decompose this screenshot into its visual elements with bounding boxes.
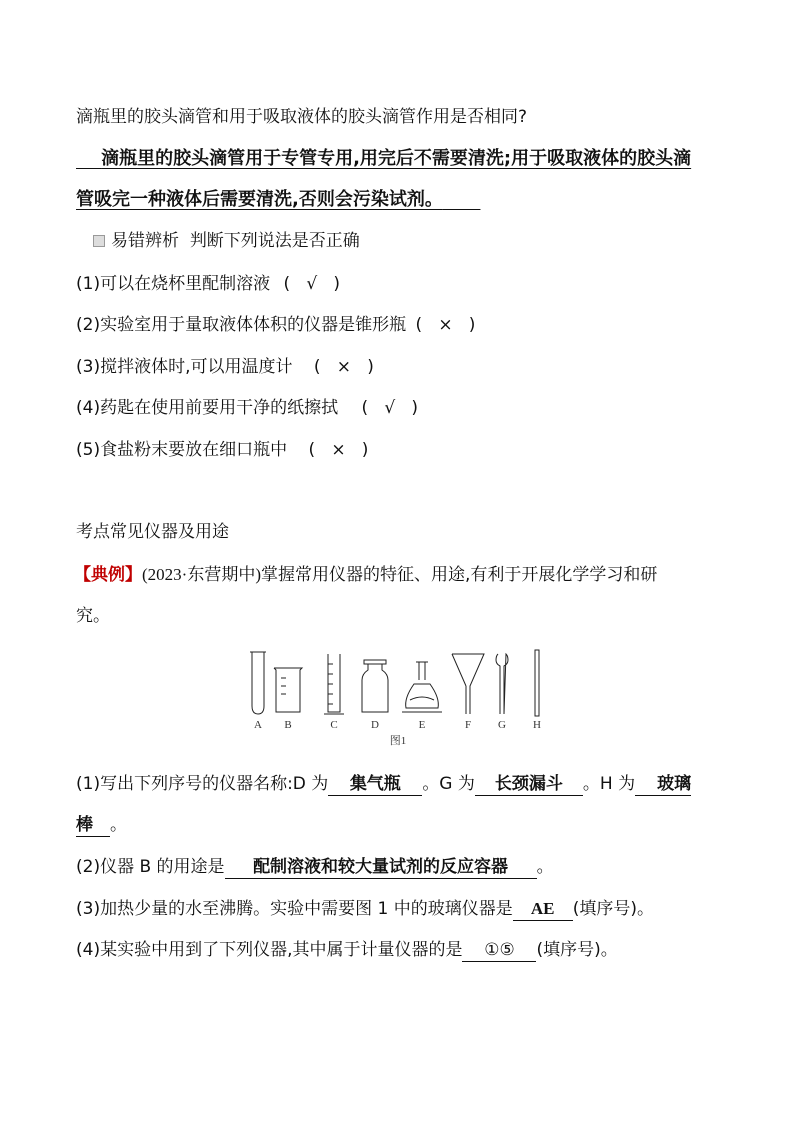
judge-mark: √	[306, 274, 318, 294]
judge-mark: ×	[438, 315, 453, 335]
beaker-icon	[274, 668, 302, 712]
figure-label-a: A	[254, 719, 262, 731]
q1-h-answer-1: 玻璃	[635, 773, 691, 796]
q2-line	[76, 855, 554, 879]
q4-prefix: (4)某实验中用到了下列仪器,其中属于计量仪器的是	[76, 940, 463, 960]
topic-title: 考点常见仪器及用途	[76, 522, 229, 542]
q3-answer: AE	[513, 898, 573, 921]
judge-item-3: (3)搅拌液体时,可以用温度计 ( × )	[76, 357, 374, 377]
example-source: (2023·东营期中)	[142, 565, 261, 584]
judge-item-5: (5)食盐粉末要放在细口瓶中 ( × )	[76, 440, 369, 460]
example-stem-1: 掌握常用仪器的特征、用途,有利于开展化学学习和研	[260, 565, 658, 585]
q2-end: 。	[536, 857, 554, 877]
judge-mark: ×	[336, 357, 351, 377]
q4-end: (填序号)。	[536, 940, 618, 960]
judge-item-text: (3)搅拌液体时,可以用温度计	[76, 357, 293, 377]
error-section-header	[93, 229, 360, 253]
graduated-cylinder-icon	[324, 654, 344, 714]
judge-item-text: (5)食盐粉末要放在细口瓶中	[76, 440, 288, 460]
test-tube-icon	[250, 652, 266, 714]
example-tag: 【典例】	[74, 565, 142, 585]
funnel-icon	[452, 654, 484, 714]
q1-g-answer: 长颈漏斗	[475, 773, 583, 796]
q1-mid-1: 。G 为	[422, 774, 475, 794]
q1-end: 。	[110, 815, 127, 835]
gas-jar-icon	[362, 660, 388, 712]
example-line-2: 究。	[76, 606, 110, 626]
figure-label-f: F	[464, 719, 472, 731]
error-section-instruction: 判断下列说法是否正确	[189, 231, 360, 251]
figure-label-b: B	[284, 719, 292, 731]
alcohol-lamp-icon	[402, 662, 442, 712]
q1-line-2	[76, 813, 127, 837]
judge-mark: √	[384, 398, 396, 418]
long-neck-funnel-icon	[496, 654, 508, 714]
judge-item-2: (2)实验室用于量取液体体积的仪器是锥形瓶 ( × )	[76, 315, 476, 335]
error-section-icon	[93, 235, 105, 247]
answer-text-2: 管吸完一种液体后需要清洗,否则会污染试剂。	[76, 189, 443, 210]
q1-line-1	[76, 772, 691, 796]
judge-item-text: (4)药匙在使用前要用干净的纸擦拭	[76, 398, 339, 418]
answer-line-1	[76, 147, 691, 171]
instruments-figure	[248, 648, 548, 748]
judge-item-text: (2)实验室用于量取液体体积的仪器是锥形瓶	[76, 315, 407, 335]
q1-prefix: (1)写出下列序号的仪器名称:D 为	[76, 774, 329, 794]
figure-label-g: G	[498, 719, 506, 731]
q3-line	[76, 897, 654, 921]
answer-line-2	[76, 188, 480, 212]
glass-rod-icon	[535, 650, 539, 716]
q3-end: (填序号)。	[572, 899, 654, 919]
judge-item-text: (1)可以在烧杯里配制溶液	[76, 274, 271, 294]
q2-answer: 配制溶液和较大量试剂的反应容器	[225, 856, 537, 879]
error-section-title: 易错辨析	[111, 231, 179, 251]
q1-h-answer-2: 棒	[76, 814, 110, 837]
q4-line	[76, 938, 618, 962]
judge-item-4: (4)药匙在使用前要用干净的纸擦拭 ( √ )	[76, 398, 419, 418]
question-intro: 滴瓶里的胶头滴管和用于吸取液体的胶头滴管作用是否相同?	[76, 107, 528, 127]
figure-caption: 图1	[389, 735, 407, 747]
judge-item-1: (1)可以在烧杯里配制溶液 ( √ )	[76, 274, 341, 294]
q1-mid-2: 。H 为	[582, 774, 636, 794]
answer-text-1: 滴瓶里的胶头滴管用于专管专用,用完后不需要清洗;用于吸取液体的胶头滴	[101, 148, 692, 169]
example-line-1	[74, 563, 657, 587]
figure-label-h: H	[533, 719, 541, 731]
q1-d-answer: 集气瓶	[328, 773, 422, 796]
q4-answer: ①⑤	[462, 939, 536, 962]
judge-mark: ×	[331, 440, 346, 460]
figure-label-d: D	[371, 719, 379, 731]
figure-label-c: C	[330, 719, 338, 731]
q3-prefix: (3)加热少量的水至沸腾。实验中需要图 1 中的玻璃仪器是	[76, 899, 513, 919]
q2-prefix: (2)仪器 B 的用途是	[76, 857, 225, 877]
figure-label-e: E	[418, 719, 426, 731]
